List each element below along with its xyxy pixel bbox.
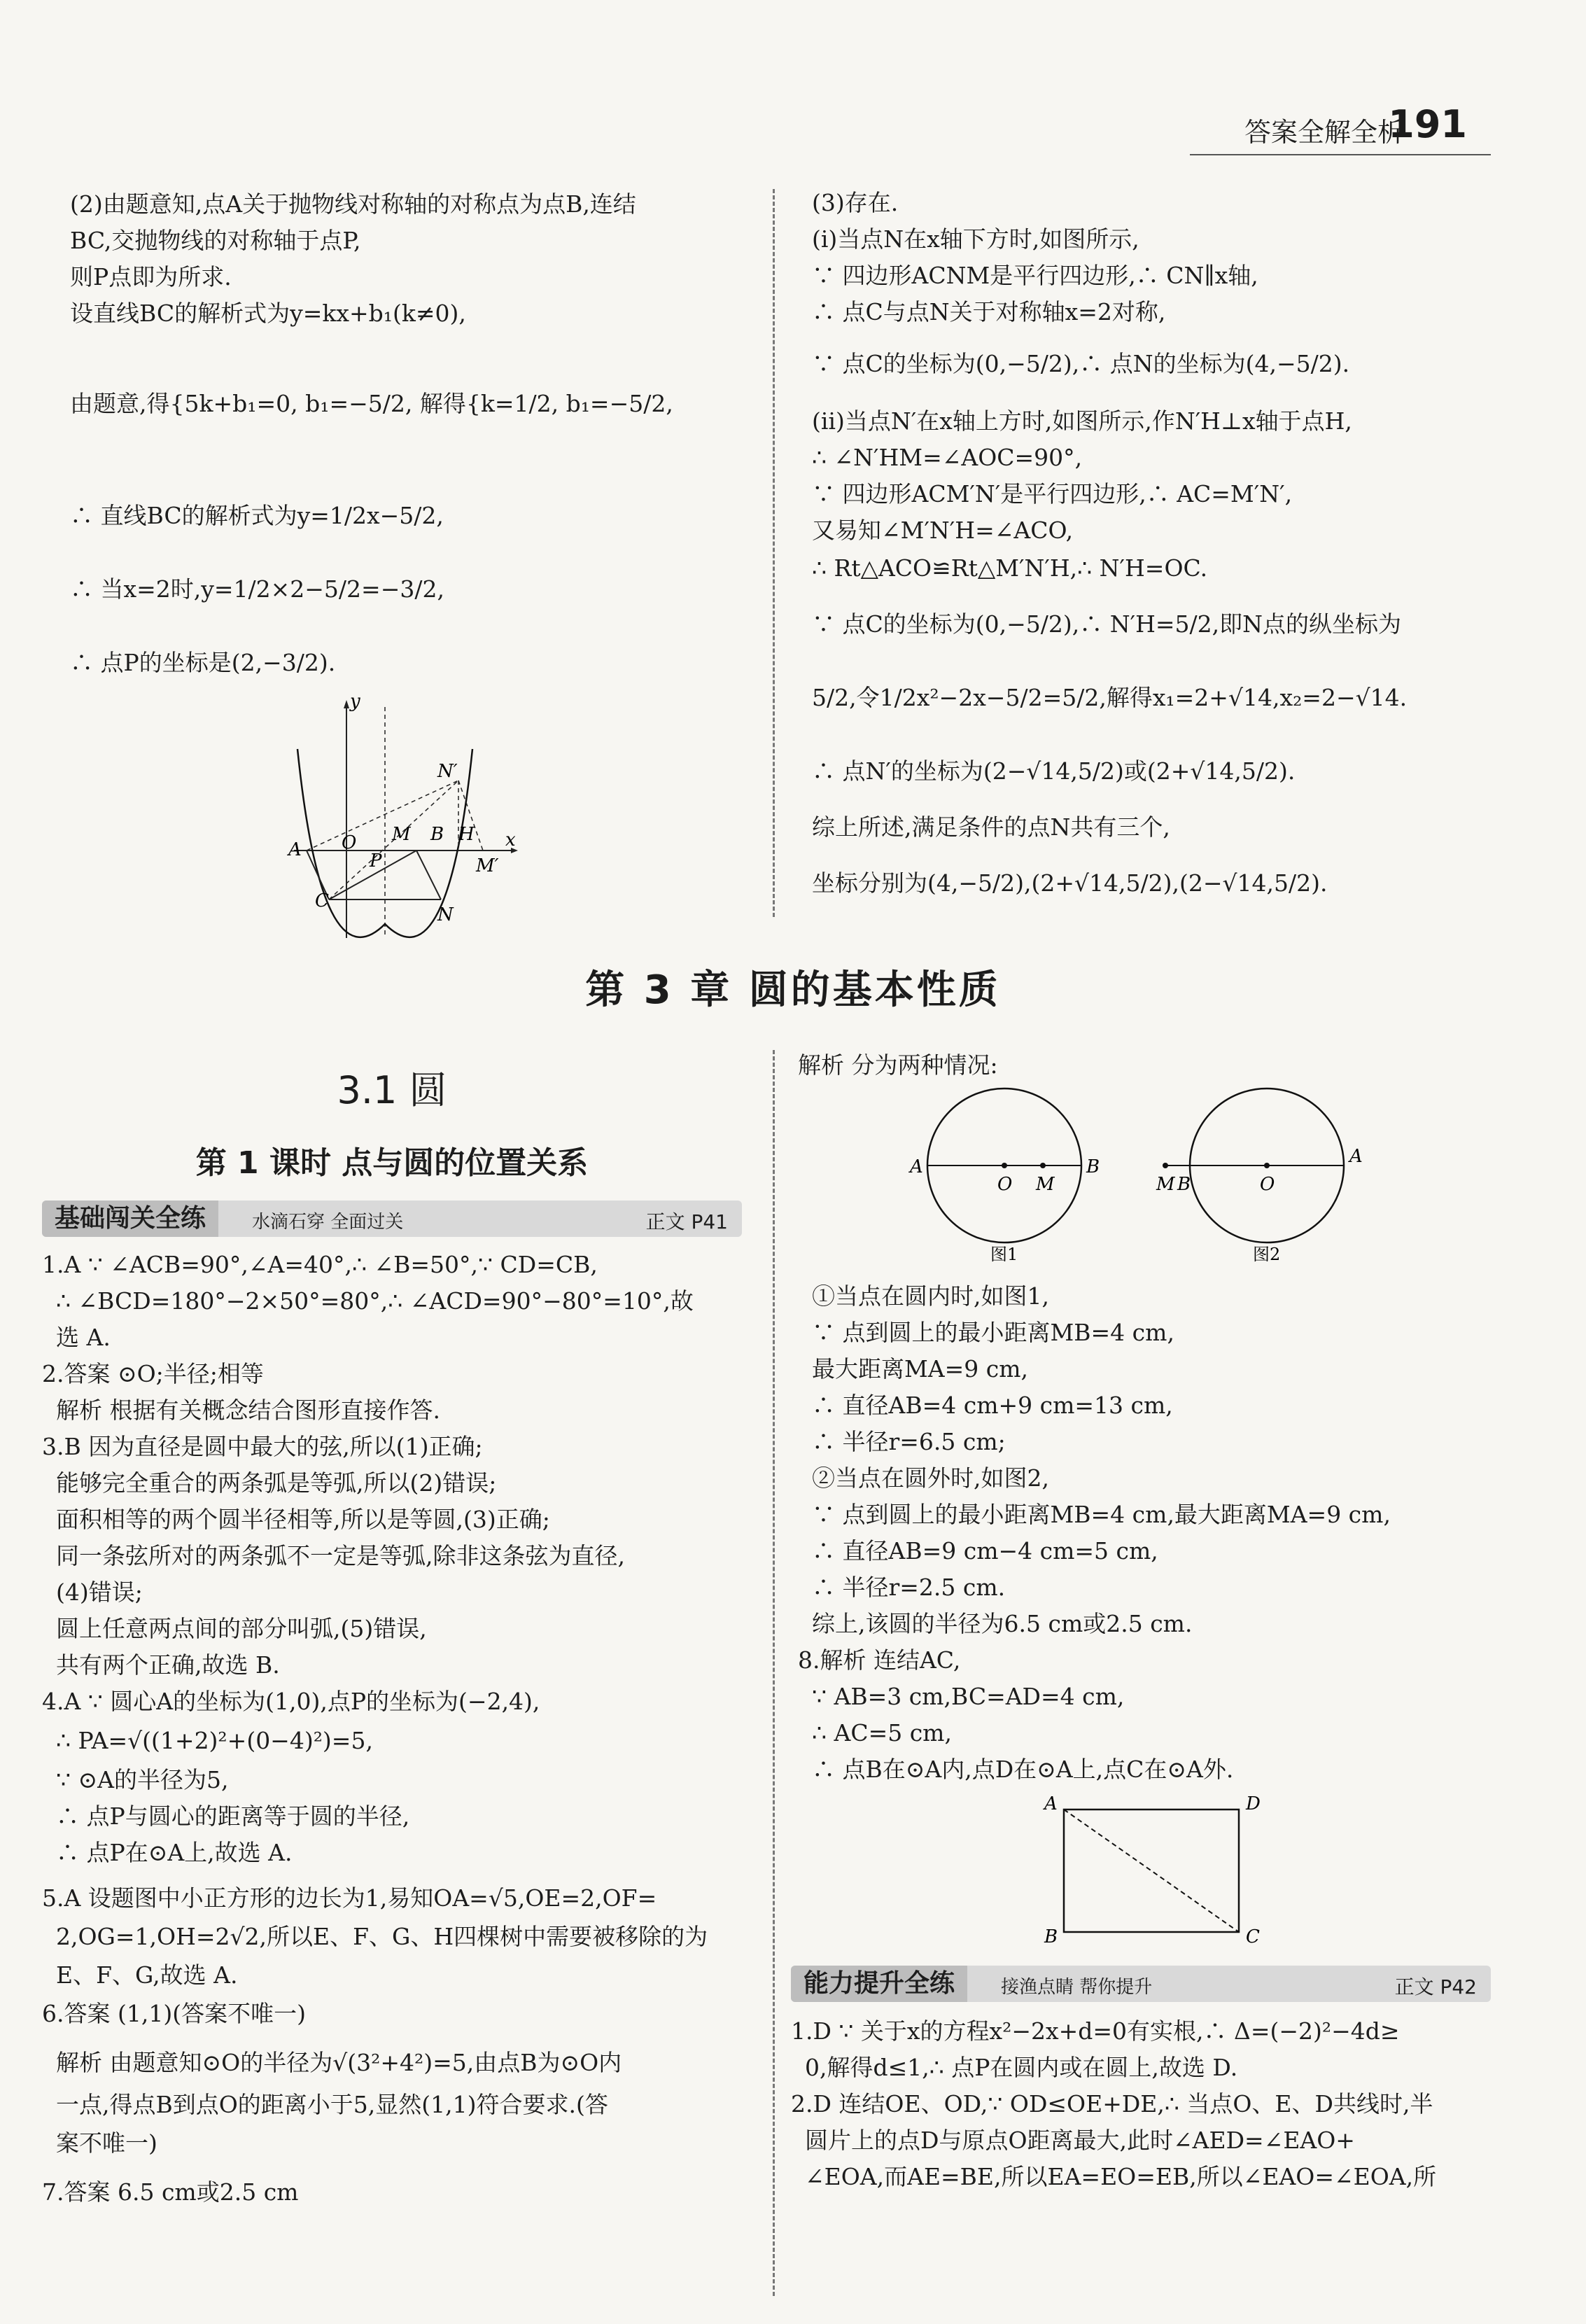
top-left-line: ∴ 点P的坐标是(2,−3/2). [70,649,336,676]
answer-line: 7.答案 6.5 cm或2.5 cm [42,2178,299,2206]
graph-label-P: P [370,850,382,872]
top-left-line: BC,交抛物线的对称轴于点P, [70,227,361,254]
analysis-line: ∵ 点到圆上的最小距离MB=4 cm,最大距离MA=9 cm, [812,1501,1391,1528]
banner-page-ref: 正文 P42 [1394,1975,1477,1998]
analysis-line: ∴ 半径r=2.5 cm. [812,1574,1006,1601]
top-right-line: ∴ Rt△ACO≌Rt△M′N′H,∴ N′H=OC. [812,554,1208,582]
answer-line: 6.答案 (1,1)(答案不唯一) [42,2000,306,2027]
graph-label-H: H [458,824,475,845]
chapter-title: 第 3 章 圆的基本性质 [585,967,1001,1013]
answer-line: 1.A ∵ ∠ACB=90°,∠A=40°,∴ ∠B=50°,∵ CD=CB, [42,1251,598,1278]
top-right-line: ∵ 四边形ACNM是平行四边形,∴ CN∥x轴, [812,262,1258,289]
section-banner-advanced [791,1966,1491,2002]
answer-line: 一点,得点B到点O的距离小于5,显然(1,1)符合要求.(答 [56,2091,608,2118]
answer-line: ∴ 点P在⊙A上,故选 A. [56,1839,293,1866]
analysis-line: ∴ 点B在⊙A内,点D在⊙A上,点C在⊙A外. [812,1756,1234,1783]
answer-line: 圆上任意两点间的部分叫弧,(5)错误, [56,1615,427,1642]
graph-label-Mprime: M′ [476,855,499,876]
analysis-line: ∴ AC=5 cm, [812,1719,952,1746]
top-right-line: 5/2,令1/2x²−2x−5/2=5/2,解得x₁=2+√14,x₂=2−√14. [812,684,1408,711]
fig1-label-O: O [997,1174,1013,1195]
top-right-line: 坐标分别为(4,−5/2),(2+√14,5/2),(2−√14,5/2). [812,869,1328,897]
fig1-label-M: M [1036,1174,1055,1195]
top-right-line: ∴ 点N′的坐标为(2−√14,5/2)或(2+√14,5/2). [812,757,1296,785]
fig2-label-A: A [1349,1146,1363,1167]
fig2-label-O: O [1260,1174,1275,1195]
answer-line: 2.答案 ⊙O;半径;相等 [42,1360,264,1387]
top-right-line: 综上所述,满足条件的点N共有三个, [812,813,1170,841]
analysis-line: 最大距离MA=9 cm, [812,1355,1029,1382]
top-right-line: ∴ 点C与点N关于对称轴x=2对称, [812,298,1166,326]
column-divider-bottom [773,1050,775,2296]
page-number: 191 [1388,102,1467,146]
top-left-line: (2)由题意知,点A关于抛物线对称轴的对称点为点B,连结 [70,190,636,218]
answer-line: 2,OG=1,OH=2√2,所以E、F、G、H四棵树中需要被移除的为 [56,1923,708,1950]
answer-line: 0,解得d≤1,∴ 点P在圆内或在圆上,故选 D. [805,2054,1238,2081]
rectangle-figure [1036,1792,1274,1953]
fig2-label-M: M [1156,1174,1175,1195]
answer-line: 共有两个正确,故选 B. [56,1651,280,1679]
answer-line: 解析 由题意知⊙O的半径为√(3²+4²)=5,由点B为⊙O内 [56,2049,622,2076]
answer-line: ∴ PA=√((1+2)²+(0−4)²)=5, [56,1727,373,1754]
fig1-label-A: A [910,1156,923,1177]
answer-line: 1.D ∵ 关于x的方程x²−2x+d=0有实根,∴ Δ=(−2)²−4d≥ [791,2017,1400,2045]
analysis-line: ∵ AB=3 cm,BC=AD=4 cm, [812,1683,1125,1710]
answer-line: (4)错误; [56,1578,143,1606]
analysis-line: ∴ 直径AB=4 cm+9 cm=13 cm, [812,1392,1173,1419]
answer-line: 圆片上的点D与原点O距离最大,此时∠AED=∠EAO+ [805,2127,1355,2154]
answer-line: 选 A. [56,1324,111,1351]
fig1-caption: 图1 [990,1245,1018,1264]
rect-label-D: D [1246,1793,1261,1814]
answer-line: 同一条弦所对的两条弧不一定是等弧,除非这条弦为直径, [56,1542,625,1569]
top-right-line: ∵ 点C的坐标为(0,−5/2),∴ N′H=5/2,即N点的纵坐标为 [812,610,1401,638]
rect-label-C: C [1246,1926,1260,1947]
section-banner-basic [42,1200,742,1237]
column-divider-top [773,189,775,917]
circle-figures [896,1082,1400,1274]
top-right-line: (ⅱ)当点N′在x轴上方时,如图所示,作N′H⊥x轴于点H, [812,407,1352,435]
graph-label-B: B [430,824,444,845]
answer-line: E、F、G,故选 A. [56,1961,238,1989]
analysis-line: ∵ 点到圆上的最小距离MB=4 cm, [812,1319,1174,1346]
lesson-title: 第 1 课时 点与圆的位置关系 [195,1145,589,1181]
analysis-line: 8.解析 连结AC, [798,1646,961,1674]
top-right-line: (ⅰ)当点N在x轴下方时,如图所示, [812,225,1139,253]
answer-line: 3.B 因为直径是圆中最大的弦,所以(1)正确; [42,1433,483,1460]
answer-line: ∴ 点P与圆心的距离等于圆的半径, [56,1802,410,1830]
top-right-line: ∴ ∠N′HM=∠AOC=90°, [812,444,1083,471]
top-right-line: (3)存在. [812,189,899,216]
top-right-line: ∵ 点C的坐标为(0,−5/2),∴ 点N的坐标为(4,−5/2). [812,350,1350,377]
answer-line: 解析 根据有关概念结合图形直接作答. [56,1396,440,1424]
top-left-line: 设直线BC的解析式为y=kx+b₁(k≠0), [70,300,466,327]
analysis-line: 综上,该圆的半径为6.5 cm或2.5 cm. [812,1610,1193,1637]
answer-line: 5.A 设题图中小正方形的边长为1,易知OA=√5,OE=2,OF= [42,1884,657,1912]
top-left-line: 则P点即为所求. [70,263,232,290]
graph-label-M: M [392,824,411,845]
header-rule [1190,154,1491,155]
rect-label-B: B [1044,1926,1058,1947]
fig2-label-B: B [1177,1174,1191,1195]
graph-label-A: A [288,839,302,860]
analysis-line: ∴ 直径AB=9 cm−4 cm=5 cm, [812,1537,1158,1564]
banner-subtitle: 水滴石穿 全面过关 [252,1212,404,1233]
graph-label-C: C [315,890,329,911]
answer-line: ∵ ⊙A的半径为5, [56,1766,229,1793]
graph-label-O: O [342,832,357,853]
answer-line: 能够完全重合的两条弧是等弧,所以(2)错误; [56,1469,497,1497]
answer-line: ∠EOA,而AE=BE,所以EA=EO=EB,所以∠EAO=∠EOA,所 [805,2163,1437,2190]
answer-line: 2.D 连结OE、OD,∵ OD≤OE+DE,∴ 当点O、E、D共线时,半 [791,2090,1433,2118]
top-right-line: ∵ 四边形ACM′N′是平行四边形,∴ AC=M′N′, [812,480,1293,507]
banner-tag: 基础闯关全练 [42,1200,218,1237]
answer-line: 4.A ∵ 圆心A的坐标为(1,0),点P的坐标为(−2,4), [42,1688,540,1715]
answer-line: ∴ ∠BCD=180°−2×50°=80°,∴ ∠ACD=90°−80°=10°,故 [56,1287,694,1315]
rect-label-A: A [1044,1793,1058,1814]
graph-label-x: x [505,830,516,850]
analysis-line: ①当点在圆内时,如图1, [812,1282,1049,1310]
fig2-caption: 图2 [1253,1245,1281,1264]
banner-subtitle: 接渔点睛 帮你提升 [1001,1977,1153,1998]
analysis-line: ∴ 半径r=6.5 cm; [812,1428,1006,1455]
header-label: 答案全解全析 [1244,117,1404,148]
graph-label-y: y [350,693,360,712]
section-title: 3.1 圆 [337,1068,447,1112]
banner-page-ref: 正文 P41 [645,1210,728,1233]
fig1-label-B: B [1086,1156,1100,1177]
parabola-graph [280,693,532,945]
answer-line: 面积相等的两个圆半径相等,所以是等圆,(3)正确; [56,1506,550,1533]
top-left-line: ∴ 当x=2时,y=1/2×2−5/2=−3/2, [70,575,444,603]
top-left-line: 由题意,得{5k+b₁=0, b₁=−5/2, 解得{k=1/2, b₁=−5/2, [70,390,673,417]
graph-label-Nprime: N′ [437,761,458,782]
top-right-line: 又易知∠M′N′H=∠ACO, [812,517,1074,544]
analysis-intro: 解析 分为两种情况: [798,1051,998,1079]
analysis-line: ②当点在圆外时,如图2, [812,1464,1049,1492]
graph-label-N: N [437,904,454,925]
answer-line: 案不唯一) [56,2129,157,2157]
top-left-line: ∴ 直线BC的解析式为y=1/2x−5/2, [70,502,444,529]
banner-tag: 能力提升全练 [791,1966,967,2002]
